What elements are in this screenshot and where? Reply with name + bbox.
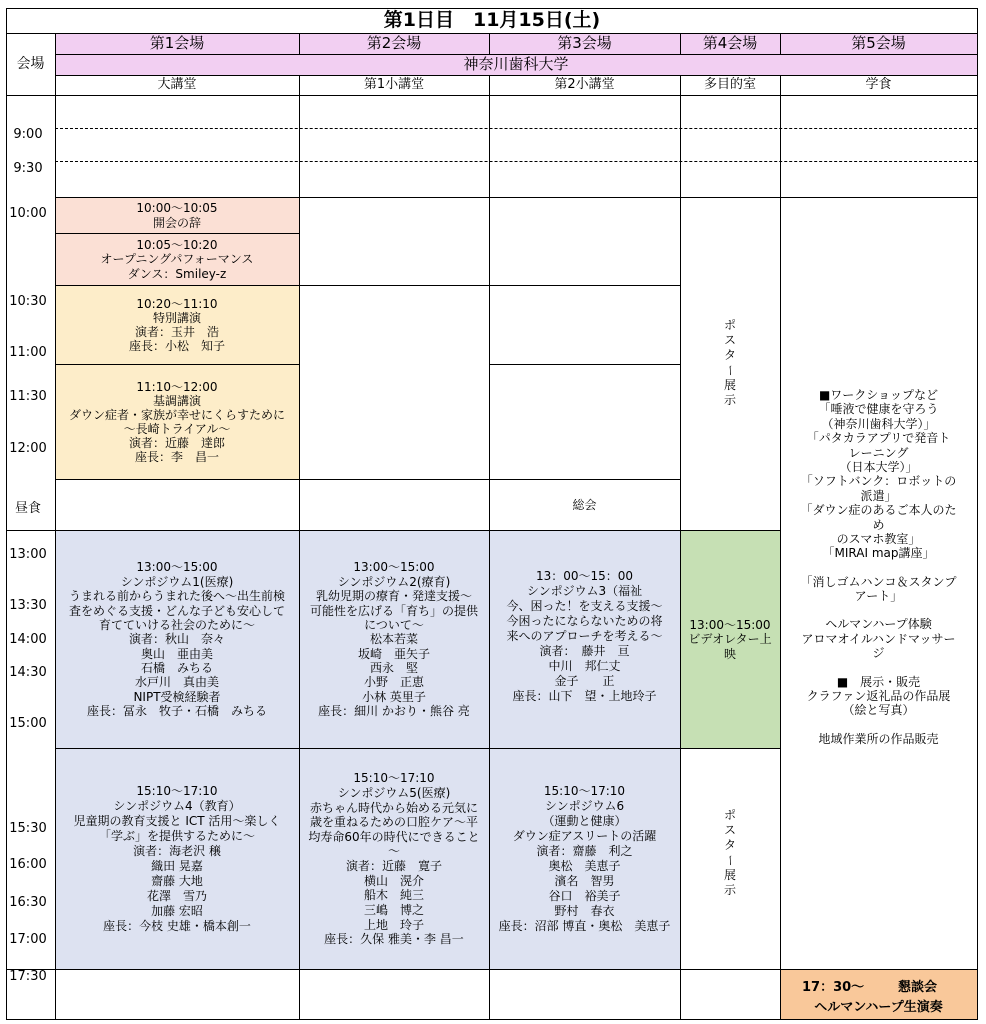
time-label: 15:30	[9, 821, 47, 836]
venue-4: 第4会場	[702, 33, 758, 52]
session-line: 演者： 藤井 亘	[539, 644, 630, 658]
room-1: 大講堂	[157, 77, 197, 93]
session-time: 10:00〜10:05	[136, 201, 218, 216]
session-line: 濱名 智男	[554, 874, 615, 888]
page-title: 第1日目 11月15日(土)	[383, 9, 601, 32]
session-time: 13：00〜15：00	[535, 569, 634, 583]
symposium-5	[299, 749, 489, 969]
workshop-program: ■ワークショップなど 「唾液で健康を守ろう （神奈川歯科大学）」 「パタカラアプリで発音ト レーニング （日本大学）」 「ソフトバンク：ロボットの 派遣」 「ダウン症のあるご本人のた め のスマホ教室」 「MIRAI map講座」 「消しゴムハンコ＆スタンプ アート」 ヘルマンハープ体験 アロマオイルハンドマッサー ジ ■ 展示・販売 クラファン返礼品の作品展 （絵と写真） 地域作業所の作品販売	[800, 388, 957, 746]
time-label: 13:30	[9, 598, 47, 613]
symposium-2	[299, 531, 489, 748]
time-label: 17:00	[9, 932, 47, 947]
symposium-4	[55, 749, 299, 969]
session-line: 花澤 雪乃	[146, 889, 207, 903]
session-title: 特別講演	[152, 310, 201, 325]
session-title: シンポジウム6	[544, 799, 625, 813]
session-line: ダンス：Smiley-z	[127, 266, 227, 281]
session-line: 演者：近藤 達郎	[128, 436, 225, 451]
session-title: 開会の辞	[152, 215, 201, 230]
session-line: 座長：冨永 牧子・石橋 みちる	[86, 704, 267, 719]
keynote-lecture	[55, 365, 299, 479]
session-title: シンポジウム2(療育)	[337, 574, 451, 589]
session-line: 谷口 裕美子	[548, 889, 621, 903]
session-line: 奥山 亜由美	[140, 646, 213, 661]
session-time: 13:00〜15:00	[689, 618, 771, 633]
time-label: 13:00	[9, 547, 47, 562]
session-time: 15:10〜17:10	[543, 784, 626, 798]
university-name: 神奈川歯科大学	[463, 54, 569, 73]
room-2: 第1小講堂	[363, 77, 425, 93]
session-line: 座長：今枝 史雄・橋本創一	[103, 919, 251, 933]
time-label: 16:30	[9, 895, 47, 910]
room-4: 多目的室	[703, 77, 756, 93]
time-label: 11:00	[9, 345, 47, 360]
session-line: 三嶋 博之	[363, 902, 424, 917]
session-line: 演者：海老沢 穣	[133, 844, 221, 858]
session-time: 11:10〜12:00	[136, 379, 218, 394]
session-line: ダウン症者・家族が幸せにくらすために	[68, 407, 285, 422]
session-line: 今、困った！を支える支援〜	[506, 599, 663, 613]
session-line: 児童期の教育支援と ICT 活用〜楽しく	[73, 814, 281, 828]
session-line: 野村 春衣	[554, 904, 615, 918]
session-line: 査をめぐる支援・どんな子ども安心して	[68, 603, 285, 618]
time-label: 14:30	[9, 665, 47, 680]
session-title: ビデオレター上	[688, 632, 772, 647]
session-line: 織田 晃嘉	[151, 859, 203, 873]
session-line: 齋藤 大地	[151, 874, 203, 888]
session-line: 座長：小松 知子	[128, 339, 225, 354]
session-line: 演者：近藤 寛子	[345, 859, 442, 873]
video-letter	[680, 531, 780, 748]
symposium-1	[55, 531, 299, 748]
session-time: 13:00〜15:00	[136, 560, 218, 575]
session-line: 可能性を広げる「育ち」の提供	[309, 603, 478, 618]
poster-exhibit-2: ポ ス タ ー 展 示	[723, 808, 738, 897]
session-line: ダウン症アスリートの活躍	[512, 829, 657, 843]
special-lecture	[55, 286, 299, 364]
session-line: 座長：細川 かおり・熊谷 亮	[318, 704, 470, 719]
session-line: 演者：齋藤 利之	[536, 844, 633, 858]
time-label: 10:00	[9, 206, 47, 221]
session-line: 加藤 宏昭	[151, 904, 203, 918]
session-title: シンポジウム1(医療)	[120, 574, 234, 589]
session-line: 乳幼児期の療育・発達支援〜	[315, 589, 472, 604]
session-line: 〜長崎トライアル〜	[123, 422, 231, 436]
session-line: 「学ぶ」を提供するために〜	[98, 829, 255, 843]
session-line: 松本若菜	[369, 632, 418, 647]
session-line: NIPT受検経験者	[133, 689, 221, 704]
session-line: 均寿命60年の時代にできること	[308, 829, 480, 844]
time-label: 9:30	[13, 161, 43, 176]
session-line: 演者：玉井 浩	[134, 325, 219, 339]
session-line: 坂崎 亜矢子	[357, 646, 430, 661]
time-label: 9:00	[13, 127, 43, 142]
session-line: 上地 玲子	[363, 917, 424, 932]
general-assembly: 総会	[572, 497, 597, 512]
time-label: 10:30	[9, 294, 47, 309]
session-line: 船木 純三	[363, 888, 424, 903]
session-line: 中川 邦仁丈	[548, 659, 621, 673]
session-line: 水戸川 真由美	[134, 675, 219, 690]
opening-remarks	[55, 198, 299, 233]
session-time: 15:10〜17:10	[136, 784, 218, 798]
session-title: シンポジウム3（福祉	[526, 584, 643, 598]
session-line: 石橋 みちる	[140, 661, 213, 676]
session-line: 育てていける社会のために〜	[98, 617, 255, 632]
session-line: 小林 英里子	[362, 689, 426, 704]
venue-3: 第3会場	[557, 33, 612, 52]
party-subtitle: ヘルマンハープ生演奏	[814, 1000, 943, 1015]
venue-1: 第1会場	[149, 33, 205, 52]
session-line: 歳を重ねるための口腔ケア〜平	[309, 815, 478, 830]
venue-2: 第2会場	[366, 33, 422, 52]
session-line: 〜	[387, 844, 400, 859]
party-time: 17：30〜	[802, 980, 865, 995]
symposium-6	[489, 749, 680, 969]
session-line: 奥松 美恵子	[548, 859, 621, 873]
party-cell	[780, 970, 977, 1019]
session-line: 赤ちゃん時代から始める元気に	[309, 800, 478, 815]
time-label: 昼食	[14, 501, 41, 516]
session-line: 来へのアプローチを考える〜	[506, 629, 663, 643]
time-label: 15:00	[9, 716, 47, 731]
session-line: 座長：李 昌一	[134, 450, 219, 465]
session-line: 今困ったにならないための将	[506, 614, 663, 628]
session-line: 映	[723, 646, 736, 661]
session-line: 座長：沼部 博直・奥松 美恵子	[498, 919, 671, 933]
time-label: 16:00	[9, 857, 47, 872]
time-label: 12:00	[9, 441, 47, 456]
session-title: シンポジウム5(医療)	[337, 785, 451, 800]
session-time: 10:20〜11:10	[136, 296, 218, 311]
session-line: うまれる前からうまれた後へ〜出生前検	[68, 589, 285, 604]
symposium-3	[489, 531, 680, 748]
time-label: 14:00	[9, 632, 47, 647]
session-line: 金子 正	[554, 674, 615, 688]
session-line: 小野 正恵	[363, 675, 424, 690]
session-line: 西永 堅	[369, 661, 418, 676]
session-line: について〜	[364, 617, 424, 632]
room-3: 第2小講堂	[554, 77, 615, 93]
poster-exhibit-1: ポ ス タ ー 展 示	[723, 318, 738, 407]
session-title: シンポジウム4（教育）	[113, 799, 241, 813]
time-label: 11:30	[9, 389, 47, 404]
session-line: 座長：山下 望・上地玲子	[512, 689, 657, 703]
session-time: 13:00〜15:00	[353, 560, 435, 575]
party-title: 懇談会	[898, 980, 938, 995]
opening-performance	[55, 234, 299, 285]
venue-5: 第5会場	[851, 33, 906, 52]
session-line: 横山 滉介	[363, 873, 424, 888]
session-line: 演者：秋山 奈々	[128, 632, 225, 647]
session-line: 座長：久保 雅美・李 昌一	[324, 932, 464, 947]
time-label: 17:30	[9, 969, 47, 984]
session-line: （運動と健康）	[542, 814, 627, 828]
session-time: 10:05〜10:20	[136, 238, 218, 253]
session-title: 基調講演	[152, 393, 201, 408]
venue-row-label: 会場	[16, 55, 45, 72]
session-time: 15:10〜17:10	[353, 771, 435, 786]
room-5: 学食	[865, 77, 892, 93]
session-title: オープニングパフォーマンス	[100, 252, 254, 267]
